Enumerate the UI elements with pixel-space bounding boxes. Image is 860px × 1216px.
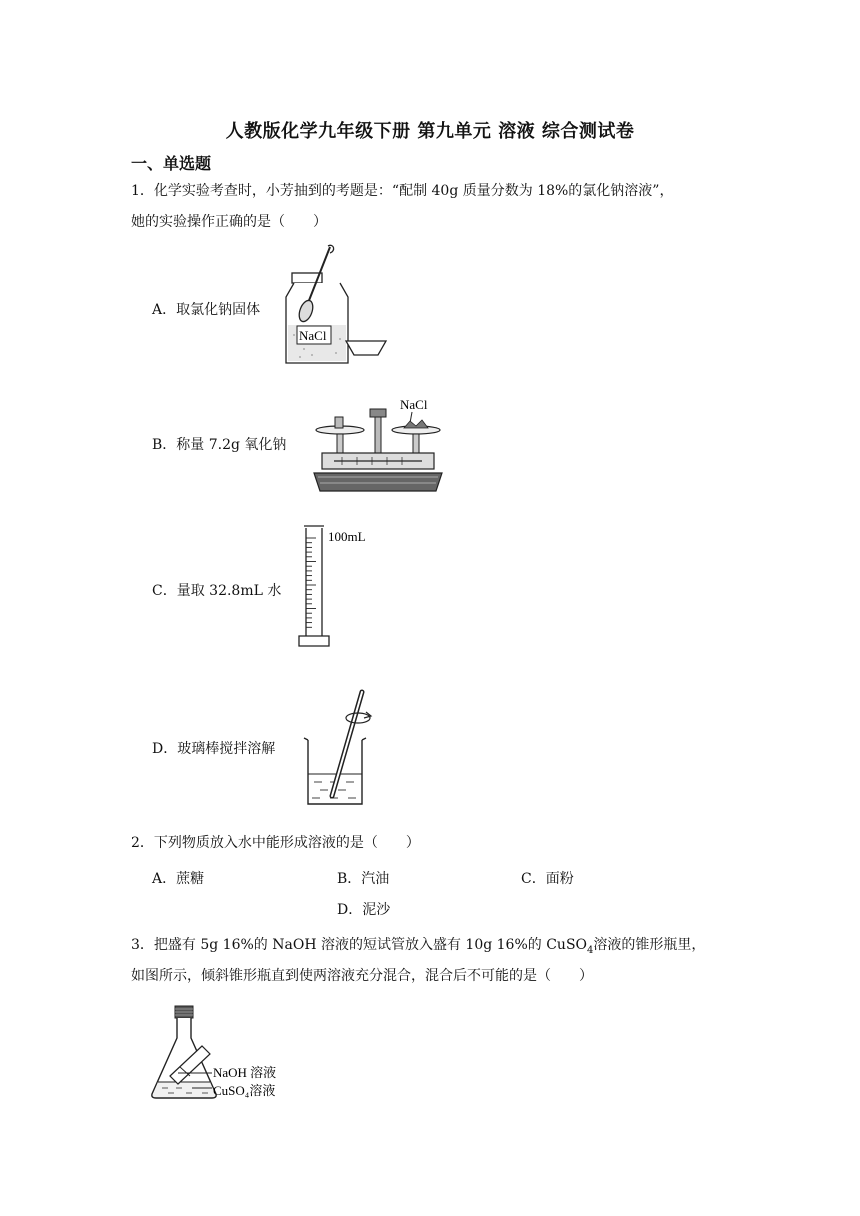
section-heading: 一、单选题 [131,154,212,173]
q1-option-a-figure [280,245,390,370]
q3-cuso4-label: CuSO₄溶液 [213,1083,276,1098]
q3-naoh-label: NaOH 溶液 [213,1065,277,1080]
q2-stem: 2．下列物质放入水中能形成溶液的是（ ） [131,835,420,851]
page-title: 人教版化学九年级下册 第九单元 溶液 综合测试卷 [225,121,635,142]
q1-option-b-label: NaCl [400,397,428,412]
q2-option-b: B．汽油 [337,871,390,887]
q3-stem-line1-end: 溶液的锥形瓶里， [593,937,706,953]
q3-stem-line2: 如图所示，倾斜锥形瓶直到使两溶液充分混合，混合后不可能的是（ ） [131,968,593,984]
q2-option-c: C．面粉 [521,871,574,887]
q3-stem-subscript: 4 [587,944,594,956]
q3-stem-line1 [131,935,705,961]
q3-stem-line1-text: 3．把盛有 5g 16%的 NaOH 溶液的短试管放入盛有 10g 16%的 CuSO [131,937,588,953]
q1-option-a-label: NaCl [299,328,327,343]
q1-option-b: B．称量 7.2g 氧化钠 [152,437,287,453]
q2-option-a: A．蔗糖 [152,871,205,887]
q1-stem-line2: 她的实验操作正确的是（ ） [131,214,327,230]
q1-option-c: C．量取 32.8mL 水 [152,583,282,599]
q1-option-a: A．取氯化钠固体 [152,302,261,318]
q1-option-d-figure [300,690,390,812]
q2-option-d: D．泥沙 [337,902,391,918]
q1-option-b-figure [312,395,447,495]
q1-stem-line1: 1．化学实验考查时，小芳抽到的考题是：“配制 40g 质量分数为 18%的氯化钠溶液”， [131,183,674,199]
q1-option-c-figure [296,524,386,652]
q3-flask-figure [148,1004,308,1104]
q1-option-d: D．玻璃棒搅拌溶解 [152,741,276,757]
q1-option-c-label: 100mL [328,529,366,544]
